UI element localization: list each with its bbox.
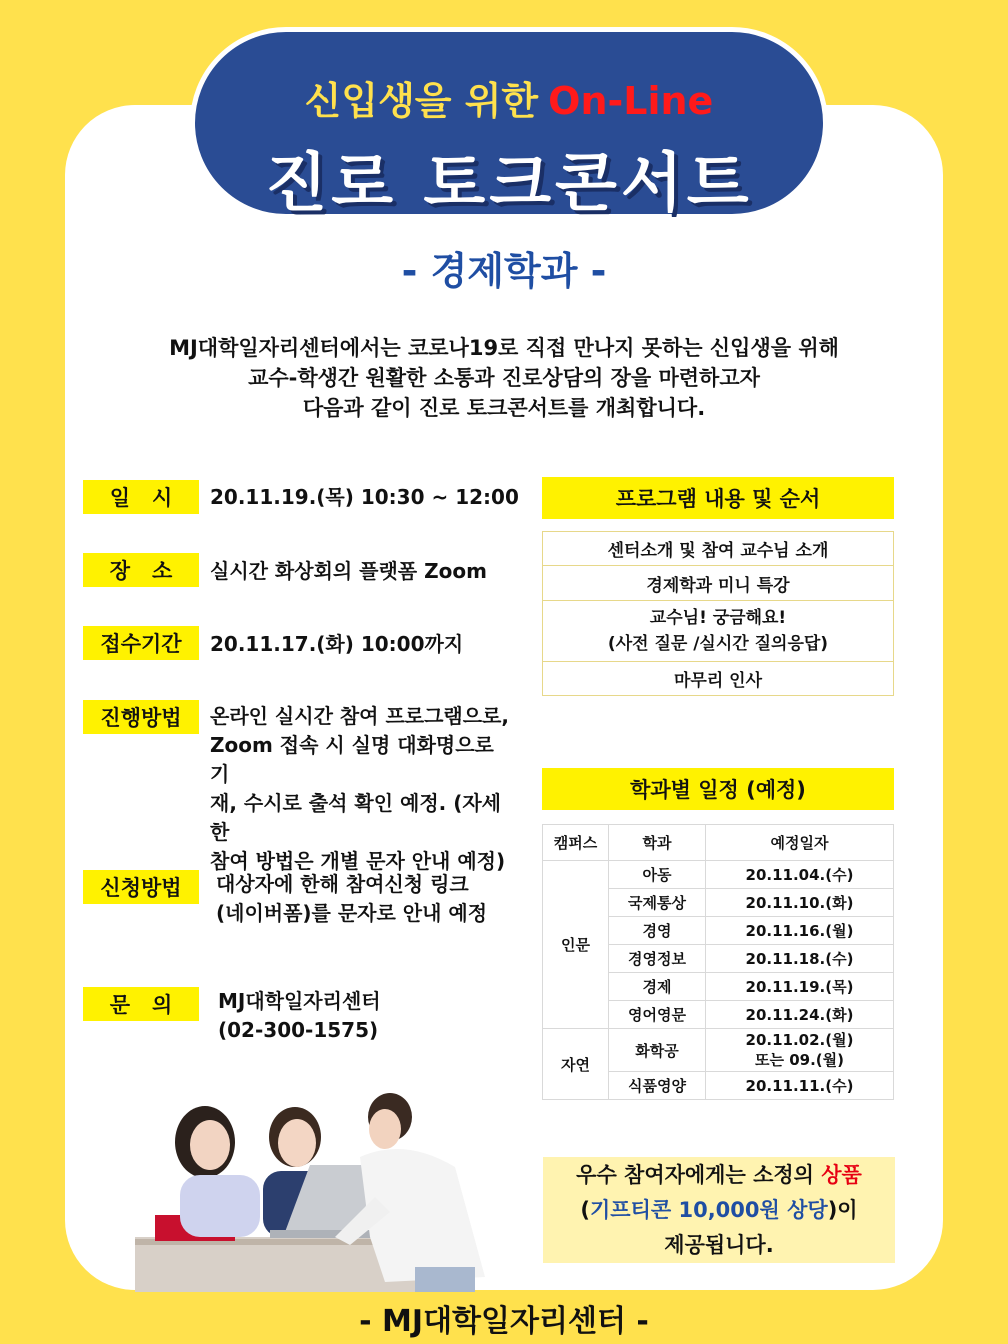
method-value [210, 702, 520, 876]
prize-text: )이 [827, 1198, 858, 1222]
dept-cell: 국제통상 [609, 889, 706, 917]
date-value: 20.11.19.(목) 10:30 ~ 12:00 [210, 485, 519, 509]
intro-line: 교수-학생간 원활한 소통과 진로상담의 장을 마련하고자 [248, 366, 760, 390]
date-cell: 20.11.16.(월) [706, 917, 894, 945]
prize-highlight: 상품 [821, 1163, 862, 1187]
campus-cell: 자연 [543, 1029, 609, 1100]
dept-cell: 경제 [609, 973, 706, 1001]
dept-cell: 화학공 [609, 1029, 706, 1072]
method-line: Zoom 접속 시 실명 대화명으로 기 [210, 733, 494, 786]
dept-cell: 경영 [609, 917, 706, 945]
prize-line-1 [543, 1158, 895, 1193]
place-value: 실시간 화상회의 플랫폼 Zoom [210, 559, 487, 583]
program-item: 센터소개 및 참여 교수님 소개 [543, 532, 894, 566]
apply-value [216, 870, 487, 928]
col-header: 캠퍼스 [543, 825, 609, 861]
footer-org: - MJ대학일자리센터 - [359, 1304, 649, 1339]
date-line: 또는 09.(월) [755, 1051, 844, 1069]
prize-box [543, 1157, 895, 1263]
date-cell: 20.11.11.(수) [706, 1072, 894, 1100]
place-label: 장소 [83, 553, 199, 587]
title-subtitle: 신입생을 위한 [304, 79, 539, 123]
prize-line-2 [543, 1193, 895, 1228]
date-cell: 20.11.10.(화) [706, 889, 894, 917]
period-label: 접수기간 [83, 626, 199, 660]
date-label: 일시 [83, 480, 199, 514]
dept-cell: 식품영양 [609, 1072, 706, 1100]
contact-value [218, 987, 381, 1045]
intro-line: 다음과 같이 진로 토크콘서트를 개최합니다. [302, 396, 706, 420]
apply-label: 신청방법 [83, 870, 199, 904]
campus-cell: 인문 [543, 861, 609, 1029]
dept-cell: 아동 [609, 861, 706, 889]
program-item: 마무리 인사 [543, 662, 894, 696]
program-heading: 프로그램 내용 및 순서 [542, 477, 894, 519]
program-item-line: (사전 질문 /실시간 질의응답) [607, 634, 829, 654]
date-cell: 20.11.18.(수) [706, 945, 894, 973]
program-item-line: 교수님! 궁금해요! [649, 608, 787, 628]
date-cell [706, 1029, 894, 1072]
program-item: 경제학과 미니 특강 [543, 566, 894, 601]
apply-line: 대상자에 한해 참여신청 링크 [216, 872, 469, 896]
period-value: 20.11.17.(화) 10:00까지 [210, 632, 464, 656]
dept-cell: 경영정보 [609, 945, 706, 973]
method-line: 참여 방법은 개별 문자 안내 예정) [210, 849, 506, 873]
col-header: 예정일자 [706, 825, 894, 861]
contact-label: 문의 [83, 987, 199, 1021]
intro-text [0, 333, 1008, 423]
date-line: 20.11.02.(월) [745, 1031, 854, 1049]
schedule-heading: 학과별 일정 (예정) [542, 768, 894, 810]
prize-gift: 기프티콘 10,000원 상당 [590, 1198, 828, 1222]
method-label: 진행방법 [83, 700, 199, 734]
prize-text: 우수 참여자에게는 소정의 [576, 1163, 822, 1187]
students-photo [135, 1087, 535, 1292]
contact-line: MJ대학일자리센터 [218, 989, 381, 1013]
apply-line: (네이버폼)를 문자로 안내 예정 [216, 901, 488, 925]
date-cell: 20.11.24.(화) [706, 1001, 894, 1029]
title-online: On-Line [548, 79, 714, 123]
date-cell: 20.11.19.(목) [706, 973, 894, 1001]
date-cell: 20.11.04.(수) [706, 861, 894, 889]
prize-line-3: 제공됩니다. [664, 1233, 774, 1257]
title-banner [190, 27, 828, 219]
page-title: 진로 토크콘서트 [265, 147, 753, 221]
contact-line: (02-300-1575) [218, 1018, 379, 1042]
program-table [542, 531, 894, 696]
schedule-table [542, 824, 894, 1100]
dept-cell: 영어영문 [609, 1001, 706, 1029]
col-header: 학과 [609, 825, 706, 861]
method-line: 재, 수시로 출석 확인 예정. (자세한 [210, 791, 501, 844]
title-line-1 [195, 70, 823, 125]
intro-line: MJ대학일자리센터에서는 코로나19로 직접 만나지 못하는 신입생을 위해 [169, 336, 839, 360]
prize-text: ( [580, 1198, 591, 1222]
department-heading: - 경제학과 - [401, 249, 607, 293]
method-line: 온라인 실시간 참여 프로그램으로, [210, 704, 509, 728]
program-item [543, 601, 894, 662]
